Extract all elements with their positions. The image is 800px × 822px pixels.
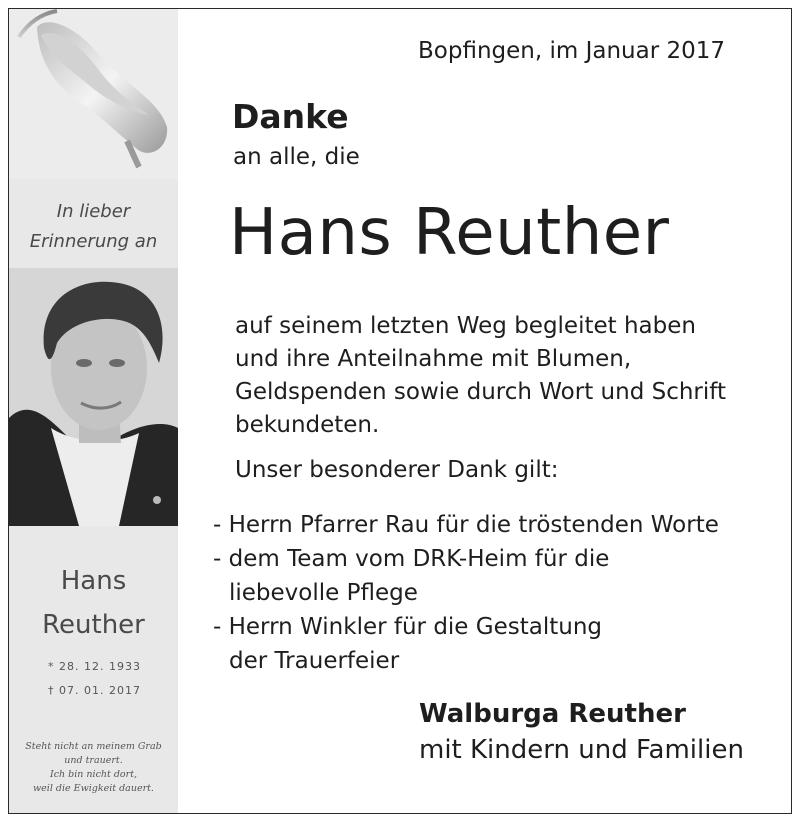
signer-name: Walburga Reuther [419,699,686,729]
sidebar-first-name: Hans [60,566,127,596]
birth-date: * 28. 12. 1933 [48,660,141,673]
body-line-2: und ihre Anteilnahme mit Blumen, [235,346,632,372]
portrait-photo [9,268,178,526]
body-line-3: Geldspenden sowie durch Wort und Schrift [235,379,726,405]
thanks-item-3-cont: der Trauerfeier [229,648,400,674]
portrait-image [9,268,178,526]
signer-family: mit Kindern und Familien [419,735,744,765]
body-line-4: bekundeten. [235,412,380,438]
memory-text [9,197,178,257]
poem-line-1: Steht nicht an meinem Grab [25,741,162,752]
thanks-intro: Unser besonderer Dank gilt: [235,457,559,483]
date-line: Bopfingen, im Januar 2017 [418,38,725,64]
memory-line-1: In lieber [56,201,131,222]
calla-lily-icon [9,9,178,179]
poem-line-4: weil die Ewigkeit dauert. [33,783,154,794]
deceased-name: Hans Reuther [229,196,670,270]
sidebar-last-name: Reuther [42,610,145,640]
thanks-list [213,508,719,678]
heading: Danke [232,97,349,136]
thanks-item-2: - dem Team vom DRK-Heim für die [213,546,610,572]
poem-line-2: und trauert. [64,755,123,766]
death-date: † 07. 01. 2017 [48,684,141,697]
thanks-item-3: - Herrn Winkler für die Gestaltung [213,614,603,640]
subheading: an alle, die [233,144,360,170]
poem [9,740,178,796]
thanks-item-2-cont: liebevolle Pflege [229,580,418,606]
poem-line-3: Ich bin nicht dort, [49,769,138,780]
body-line-1: auf seinem letzten Weg begleitet haben [235,313,696,339]
thanks-item-1: - Herrn Pfarrer Rau für die tröstenden Worte [213,512,719,538]
body-text [235,310,726,442]
memory-line-2: Erinnerung an [29,231,158,252]
